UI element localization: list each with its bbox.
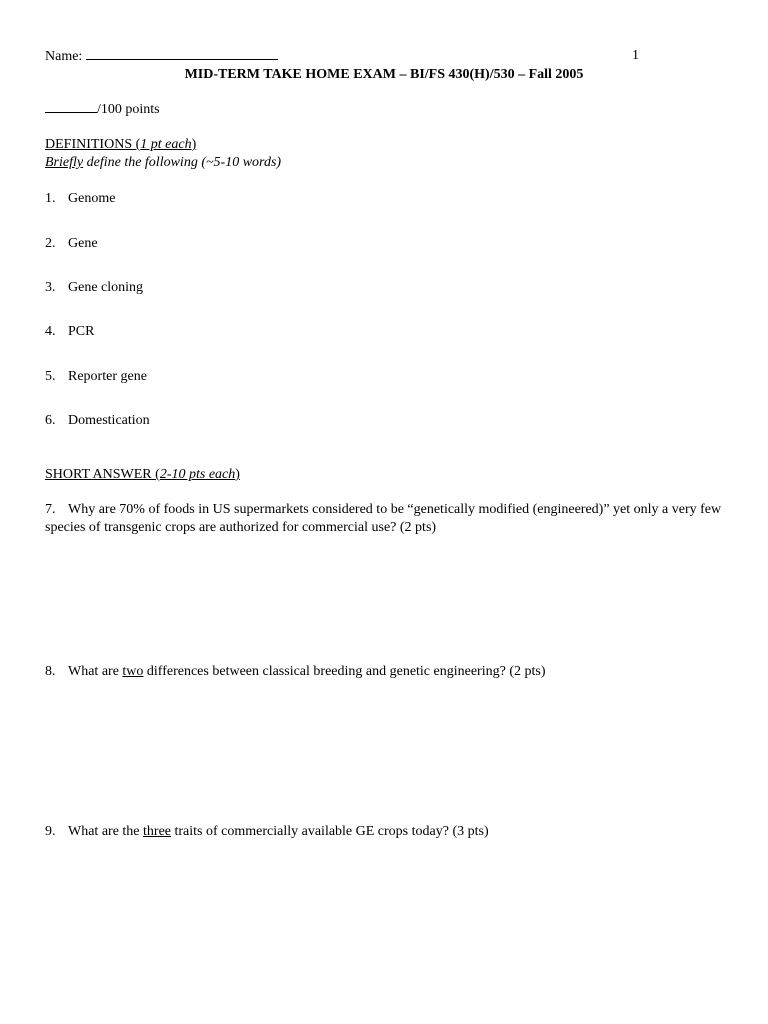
points-blank-line	[45, 100, 97, 113]
item-number: 6.	[45, 413, 56, 428]
question-number: 8.	[45, 664, 56, 679]
points-field	[45, 100, 160, 119]
question-text-pre: What are	[68, 664, 123, 679]
definitions-heading-close: )	[191, 137, 197, 152]
item-term: Reporter gene	[68, 369, 147, 384]
short-answer-heading-close: )	[235, 467, 240, 482]
definitions-heading-text: DEFINITIONS (	[45, 137, 141, 152]
exam-title: MID-TERM TAKE HOME EXAM – BI/FS 430(H)/530 – Fall 2005	[184, 67, 584, 82]
name-label: Name:	[45, 49, 83, 64]
instruction-text: define the following (~5-10 words)	[83, 155, 282, 170]
points-label: /100 points	[97, 102, 160, 117]
item-term: PCR	[68, 324, 95, 339]
item-number: 3.	[45, 280, 56, 295]
definitions-heading	[45, 136, 196, 154]
short-answer-heading	[45, 466, 240, 484]
definition-item	[45, 412, 150, 430]
question-text-post: traits of commercially available GE crops today? (3 pts)	[171, 824, 489, 839]
short-answer-heading-points: 2-10 pts each	[159, 467, 236, 482]
question-number: 7.	[45, 502, 56, 517]
question-8	[45, 663, 545, 681]
definitions-heading-points: 1 pt each	[140, 137, 192, 152]
item-number: 1.	[45, 191, 56, 206]
name-blank-line	[86, 47, 278, 60]
definitions-instruction	[45, 154, 281, 172]
item-term: Genome	[68, 191, 116, 206]
definition-item	[45, 323, 94, 341]
question-number: 9.	[45, 824, 56, 839]
question-9	[45, 823, 489, 841]
item-term: Domestication	[68, 413, 150, 428]
item-term: Gene cloning	[68, 280, 144, 295]
question-text: Why are 70% of foods in US supermarkets considered to be “genetically modified (engineered)” yet only a very few species of transgenic crops are authorized for commercial use? (2 pts)	[45, 502, 722, 535]
short-answer-heading-text: SHORT ANSWER (	[45, 467, 160, 482]
question-7	[45, 501, 735, 537]
definition-item	[45, 235, 98, 253]
item-number: 2.	[45, 236, 56, 251]
question-emphasis: two	[122, 664, 144, 679]
item-number: 4.	[45, 324, 56, 339]
instruction-emphasis: Briefly	[45, 155, 84, 170]
item-number: 5.	[45, 369, 56, 384]
name-field	[45, 47, 278, 66]
question-text-post: differences between classical breeding and genetic engineering? (2 pts)	[143, 664, 546, 679]
question-text-pre: What are the	[68, 824, 144, 839]
definition-item	[45, 190, 115, 208]
definition-item	[45, 368, 147, 386]
question-emphasis: three	[143, 824, 171, 839]
page-number: 1	[632, 48, 639, 63]
item-term: Gene	[68, 236, 98, 251]
definition-item	[45, 279, 143, 297]
